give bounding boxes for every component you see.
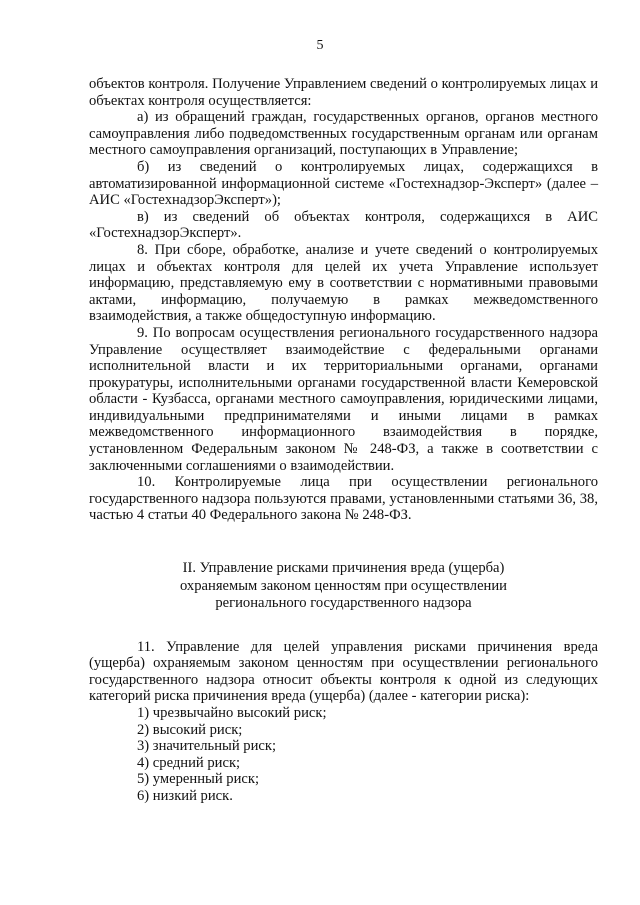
page-number: 5 <box>316 38 324 53</box>
risk-category-item: 4) средний риск; <box>137 754 241 771</box>
section-heading <box>89 560 598 613</box>
paragraph-8: 8. При сборе, обработке, анализе и учете сведений о контролируемых лицах и объектах контроля для целей их учета Управление использует информацию, представляемую ему в соответствии с нормативными правовыми актами, информацию, получаемую в рамках межведомственного взаимодействия, а также общедоступную информацию. <box>89 241 598 325</box>
risk-category-item: 1) чрезвычайно высокий риск; <box>137 704 327 721</box>
paragraph-continuation: объектов контроля. Получение Управлением сведений о контролируемых лицах и объектах контроля осуществляется: <box>89 76 598 109</box>
paragraph-item-b: б) из сведений о контролируемых лицах, содержащихся в автоматизированной информационной системе «Гостехнадзор-Эксперт» (далее – АИС «ГостехнадзорЭксперт»); <box>89 158 598 209</box>
section-heading-line-3: регионального государственного надзора <box>215 595 472 612</box>
paragraph-item-a: а) из обращений граждан, государственных органов, органов местного самоуправления либо подведомственных государственным органам или органам местного самоуправления организаций, поступающих в Управление; <box>89 109 598 159</box>
paragraph-9: 9. По вопросам осуществления регионального государственного надзора Управление осуществляет взаимодействие с федеральными органами исполнительной власти и их территориальными органами, органами прокуратуры, исполнительными органами государственной власти Кемеровской области - Кузбасса, органами местного самоуправления, юридическими лицами, индивидуальными предпринимателями и иными лицами в рамках межведомственного информационного взаимодействия в порядке, установленном Федеральным законом № 248-ФЗ, а также в соответствии с заключенными соглашениями о взаимодействии. <box>89 324 598 474</box>
risk-category-item: 3) значительный риск; <box>137 738 277 755</box>
document-body <box>89 76 598 804</box>
section-heading-line-2: охраняемым законом ценностям при осуществлении <box>180 577 507 594</box>
paragraph-10: 10. Контролируемые лица при осуществлении регионального государственного надзора пользуются правами, установленными статьями 36, 38, частью 4 статьи 40 Федерального закона № 248-ФЗ. <box>89 474 598 524</box>
paragraph-11: 11. Управление для целей управления рисками причинения вреда (ущерба) охраняемым законом ценностям при осуществлении регионального государственного надзора относит объекты контроля к одной из следующих категорий риска причинения вреда (ущерба) (далее - категории риска): <box>89 638 598 705</box>
risk-category-item: 5) умеренный риск; <box>137 771 260 788</box>
risk-category-item: 6) низкий риск. <box>137 787 233 804</box>
risk-category-item: 2) высокий риск; <box>137 721 243 738</box>
paragraph-item-v: в) из сведений об объектах контроля, содержащихся в АИС «ГостехнадзорЭксперт». <box>89 208 598 242</box>
section-heading-line-1: II. Управление рисками причинения вреда (ущерба) <box>182 560 505 577</box>
